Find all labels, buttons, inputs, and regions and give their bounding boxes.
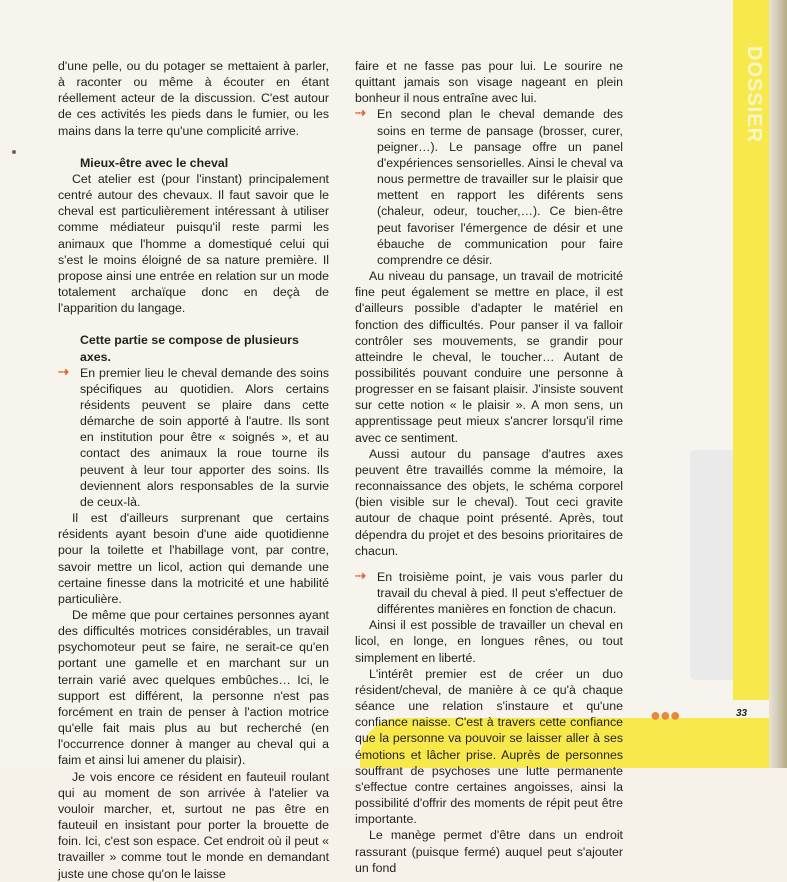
page-number: 33 xyxy=(736,708,748,719)
paragraph-text: En premier lieu le cheval demande des soins spécifiques au quotidien. Alors certains résidents peuvent se plaire dans cette démarche de soin apporté à l'autre. Ils sont en institution pour être « soignés », et au contact des animaux la roue tourne ils peuvent à leur tour apporter des soins. Ils deviennent alors responsables de la survie de ceux-là. xyxy=(80,365,329,509)
paragraph: Je vois encore ce résident en fauteuil roulant qui au moment de son arrivée à l'atelier va vouloir marcher, et, surtout ne pas être en fauteuil en insistant pour porter la brouette de foin. Ici, c'est son espace. Cet endroit où il peut « travailler » comme tout le monde en demandant juste une chose qu'on le laisse xyxy=(58,769,329,881)
paragraph: Il est d'ailleurs surprenant que certains résidents ayant besoin d'une aide quotidienne pour la toilette et l'habillage vont, par contre, savoir mettre un licol, action qui demande une certaine finesse dans la motricité et une habilité particulière. xyxy=(58,511,329,606)
paragraph: Aussi autour du pansage d'autres axes peuvent être travaillés comme la mémoire, la reconnaissance des objets, le schéma corporel (bien visible sur le cheval). Tout ceci gravite autour de chaque point présenté. Après, tout dépendra du projet et des besoins prioritaires de chacun. xyxy=(355,446,623,558)
arrow-paragraph xyxy=(58,365,329,510)
paragraph: Le manège permet d'être dans un endroit rassurant (puisque fermé) auquel peut s'ajouter un fond xyxy=(355,828,623,875)
paragraph: Au niveau du pansage, un travail de motricité fine peut également se mettre en place, il est d'ailleurs possible d'adapter le matériel en fonction des difficultés. Pour panser il va falloir contrôler ses mouvements, se grandir pour atteindre le cheval, le toucher… Autant de possibilités pouvant conduire une personne à progresser en se faisant plaisir. J'insiste souvent sur cette notion « le plaisir ». A mon sens, un apprentissage peut mieux s'ancrer lorsqu'il rime avec ce sentiment. xyxy=(355,269,623,445)
section-heading: Mieux-être avec le cheval xyxy=(80,155,229,170)
double-arrow-icon: ⇢ xyxy=(355,567,366,583)
paragraph: L'intérêt premier est de créer un duo résident/cheval, de manière à ce qu'à chaque séance une relation s'instaure et qu'une confiance naisse. C'est à travers cette confiance que la personne va pouvoir se laisser aller à ses émotions et lâcher prise. Auprès de personnes souffrant de psychoses une lutte permanente s'effectue contre certaines angoisses, ainsi la possibilité d'offrir des moments de répit peut être importante. xyxy=(355,666,623,827)
paragraph-text: En second plan le cheval demande des soins en terme de pansage (brosser, curer, peigner…). Le pansage offre un panel d'expériences sensorielles. Ainsi le cheval va nous permettre de travailler sur le plaisir que mettent en rapport les diférents sens (chaleur, odeur, toucher,…). Ce bien-être peut favoriser l'émergence de désir et une ébauche de communication pour faire comprendre ce désir. xyxy=(377,107,623,267)
paragraph: De même que pour certaines personnes ayant des difficultés motrices considérables, un travail psychomoteur peut se faire, ne serait-ce qu'en portant une gamelle et en marchant sur un terrain varié avec quelques embûches… Ici, le support est différent, la personne n'est pas forcément en train de penser à l'action motrice qu'elle fait mais plus au but recherché (en l'occurrence donner à manger au cheval qui a faim et ainsi lui amener du plaisir). xyxy=(58,608,329,768)
right-column xyxy=(355,58,623,876)
paragraph-text: En troisième point, je vais vous parler du travail du cheval à pied. Il peut s'effectuer de différentes manières en fonction de chacun. xyxy=(377,569,623,617)
margin-mark xyxy=(12,150,16,154)
three-dots-icon: ●●● xyxy=(650,705,680,725)
left-column xyxy=(58,58,329,882)
paragraph: Cet atelier est (pour l'instant) principalement centré autour des chevaux. Il faut savoir que le cheval est particulièrement intéressant à utiliser comme médiateur puisqu'il reste parmi les animaux que l'homme a domestiqué celui qui s'est le moins éloigné de sa nature première. Il propose ainsi une entrée en relation sur un mode totalement archaïque donc en deçà de l'apparition du langage. xyxy=(58,171,329,316)
double-arrow-icon: ⇢ xyxy=(58,363,69,379)
page-edge xyxy=(769,0,787,768)
section-label: DOSSIER xyxy=(743,46,765,144)
section-heading: Cette partie se compose de plusieurs axes. xyxy=(80,333,299,364)
arrow-paragraph xyxy=(355,569,623,617)
double-arrow-icon: ⇢ xyxy=(355,105,366,121)
paragraph: Ainsi il est possible de travailler un cheval en licol, en longe, en longues rênes, ou tout simplement en liberté. xyxy=(355,618,623,665)
paragraph: faire et ne fasse pas pour lui. Le sourire ne quittant jamais son visage nageant en plein bonheur il nous entraîne avec lui. xyxy=(355,59,623,106)
paragraph: d'une pelle, ou du potager se mettaient à parler, à raconter ou même à écouter en étant réellement acteur de la discussion. C'est autour de ces activités les pieds dans le fumier, ou les mains dans la terre qu'une complicité arrive. xyxy=(58,59,329,138)
arrow-paragraph xyxy=(355,106,623,268)
